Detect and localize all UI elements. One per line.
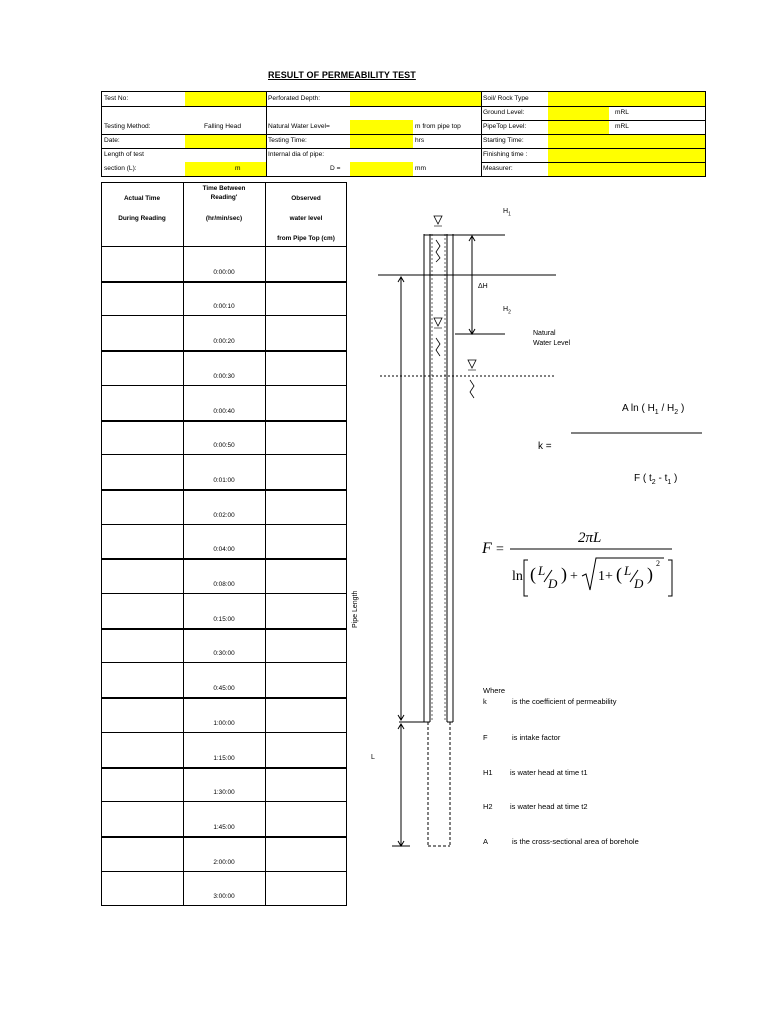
col-observed-header-1: Observed [291,195,321,202]
col-time-between-header-2: Reading' [210,194,238,201]
svg-text:(: ( [616,564,622,584]
delta-h-label: ΔH [478,283,488,290]
svg-text:D: D [634,576,644,591]
h2-label: $H_2$ [503,306,511,316]
date-label: Date: [104,137,120,144]
interval-time-cell: 1:15:00 [213,755,235,762]
soil-rock-type-label: Soil/ Rock Type [483,95,529,102]
svg-text:L: L [538,563,546,578]
natural-water-level-text-1: Natural [533,330,556,337]
pipe-top-level-label: PipeTop Level: [483,123,527,130]
natural-water-level-unit: m from pipe top [415,123,461,130]
intake-factor-formula [478,520,678,610]
interval-time-cell: 0:00:50 [213,442,235,449]
interval-time-cell: 1:45:00 [213,824,235,831]
col-actual-time-header-2: During Reading [118,215,166,222]
perforated-depth-label: Perforated Depth: [268,95,321,102]
svg-text:): ) [561,564,567,584]
testing-method-value: Falling Head [204,123,242,130]
testing-method-label: Testing Method: [104,123,151,130]
svg-text:(: ( [530,564,536,584]
natural-water-level-text-2: Water Level [533,340,571,347]
measurer-label: Measurer: [483,165,513,172]
svg-text:1+: 1+ [598,569,613,584]
svg-text:2: 2 [656,559,660,568]
where-title: Where [483,686,506,695]
where-symbol: k [483,697,487,706]
d-equals-label: D = [330,165,341,172]
pipe-top-level-unit: mRL [615,123,629,130]
section-l-label: section (L): [104,165,137,172]
k-formula-denominator: F ( $t_2 - t_1$ ) [634,473,678,486]
interval-time-cell: 0:30:00 [213,650,235,657]
testing-time-label: Testing Time: [268,137,307,144]
interval-time-cell: 0:00:20 [213,338,235,345]
where-symbol: H1 [483,768,493,777]
interval-time-cell: 0:01:00 [213,477,235,484]
testing-time-unit: hrs [415,137,425,144]
section-l-unit: m [235,165,241,172]
interval-time-cell: 3:00:00 [213,893,235,900]
interval-time-cell: 0:00:00 [213,269,235,276]
col-actual-time-header-1: Actual Time [123,195,161,202]
page-title: RESULT OF PERMEABILITY TEST [268,70,416,80]
svg-text:+: + [570,569,578,584]
svg-text:2πL: 2πL [578,530,602,546]
d-unit: mm [415,165,426,172]
col-time-between-header-3: (hr/min/sec) [205,215,243,222]
interval-time-cell: 1:30:00 [213,789,235,796]
svg-text:D: D [548,576,558,591]
svg-text:=: = [496,542,504,557]
col-observed-header-2: water level [289,215,323,222]
k-formula-numerator: A ln ( $H_1 / H_2$ ) [622,403,685,416]
svg-text:F: F [482,540,492,557]
pipe-length-label: Pipe Length [352,590,359,628]
svg-text:L: L [624,563,632,578]
length-of-test-label: Length of test [104,151,144,158]
where-symbol: H2 [483,802,493,811]
interval-time-cell: 0:45:00 [213,685,235,692]
k-equals: k = [538,441,552,452]
natural-water-level-label: Natural Water Level= [268,123,330,130]
where-definition: is the coefficient of permeability [512,697,617,706]
interval-time-cell: 2:00:00 [213,859,235,866]
interval-time-cell: 0:00:40 [213,408,235,415]
where-definition: is water head at time t1 [510,768,588,777]
svg-text:ln: ln [512,569,523,584]
where-definition: is water head at time t2 [510,802,588,811]
internal-dia-label: Internal dia of pipe: [268,151,325,158]
interval-time-cell: 0:04:00 [213,546,235,553]
starting-time-label: Starting Time: [483,137,524,144]
svg-text:): ) [647,564,653,584]
interval-time-cell: 0:02:00 [213,512,235,519]
where-symbol: A [483,837,489,846]
interval-time-cell: 0:00:30 [213,373,235,380]
interval-time-cell: 0:15:00 [213,616,235,623]
ground-level-unit: mRL [615,109,629,116]
interval-time-cell: 0:00:10 [213,303,235,310]
interval-time-cell: 1:00:00 [213,720,235,727]
col-time-between-header-1: Time Between [202,185,246,192]
ground-level-label: Ground Level: [483,109,525,116]
where-definition: is the cross-sectional area of borehole [512,837,639,846]
test-no-label: Test No: [104,95,129,102]
h1-label: $H_1$ [503,208,511,218]
col-observed-header-3: from Pipe Top (cm) [277,235,335,242]
l-label: L [371,754,375,761]
interval-time-cell: 0:08:00 [213,581,235,588]
where-definition: is intake factor [512,733,561,742]
finishing-time-label: Finishing time : [483,151,528,158]
where-symbol: F [483,733,488,742]
